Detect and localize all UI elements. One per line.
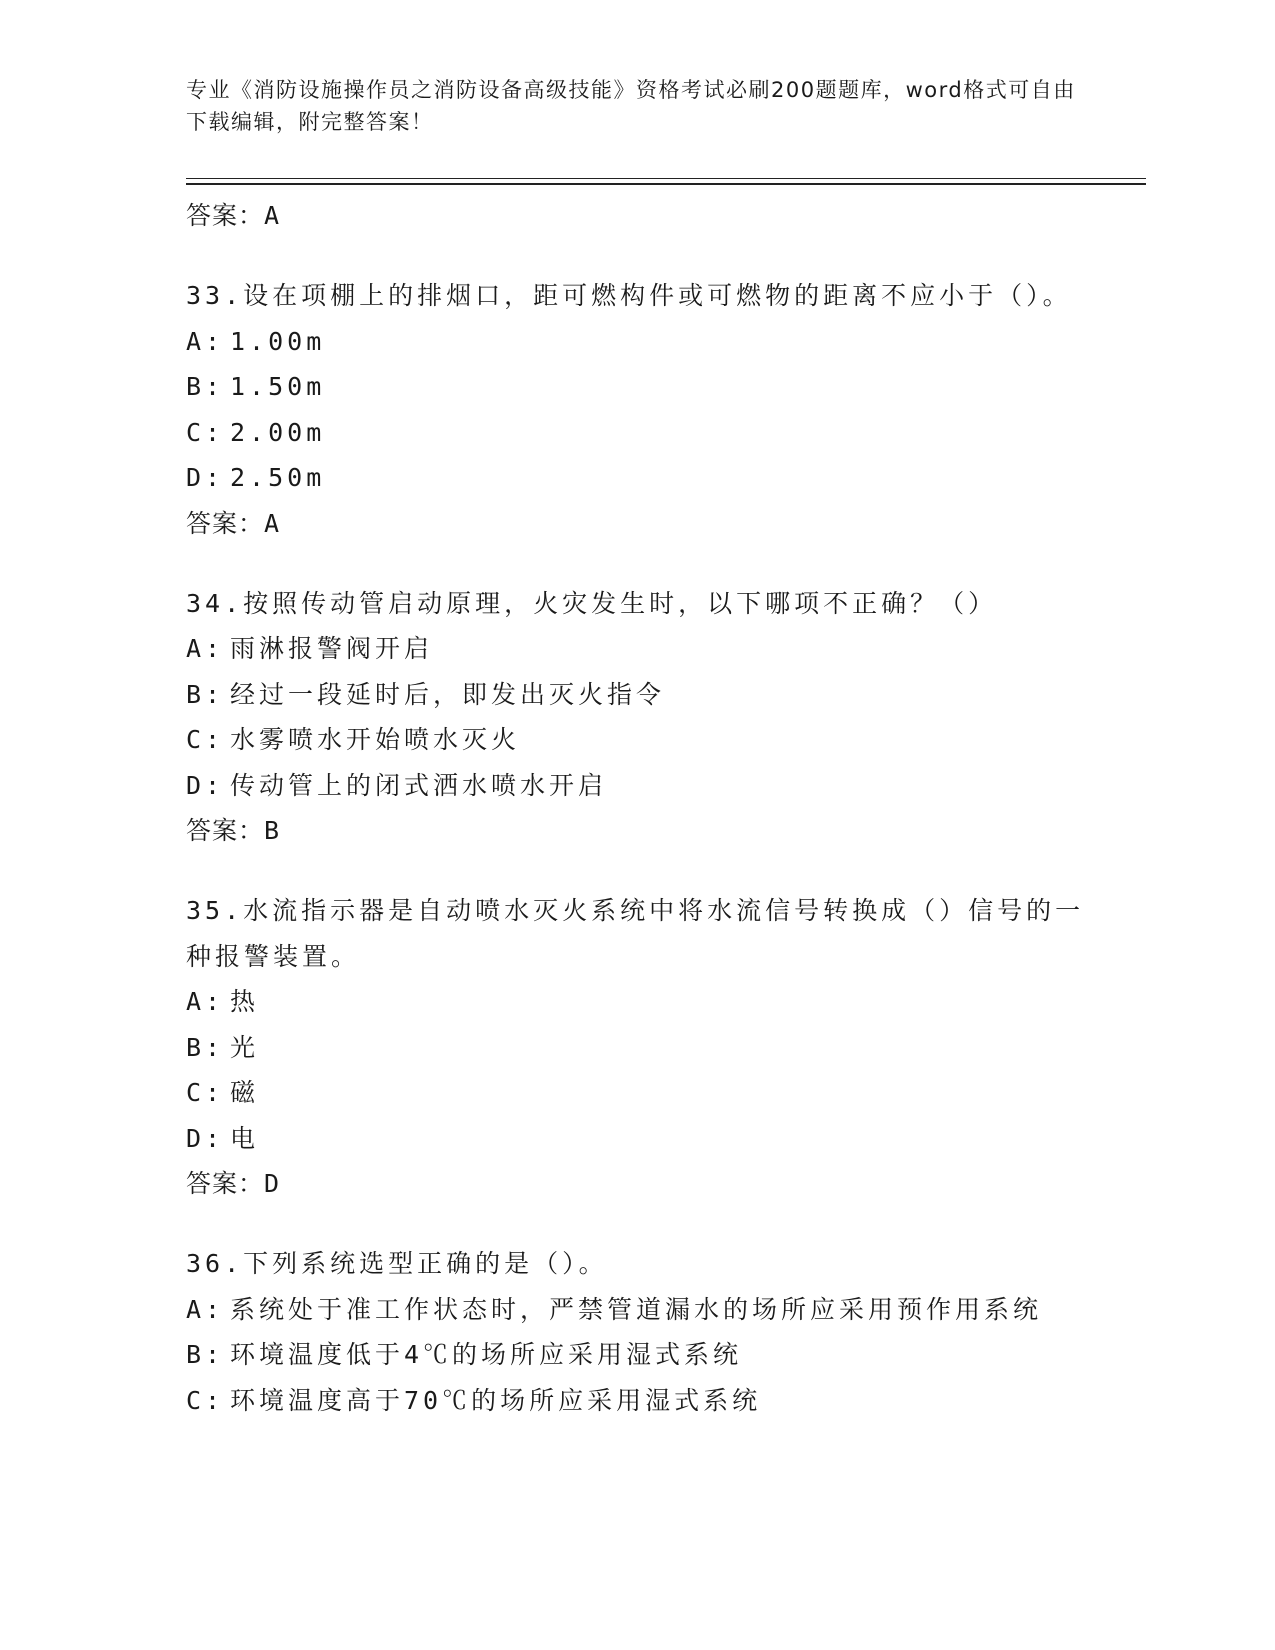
answer-line [186,193,1086,239]
option-b [186,364,1086,410]
option-label: B: [186,679,225,709]
answer-value: B [264,816,281,845]
option-b [186,1025,1086,1071]
answer-line [186,501,1086,547]
option-label: A: [186,326,225,356]
option-c [186,1378,1086,1424]
option-label: D: [186,770,225,800]
option-text: 2.00m [230,417,326,447]
option-text: 雨淋报警阀开启 [230,634,434,663]
question-stem: 34.按照传动管启动原理，火灾发生时，以下哪项不正确？（） [186,588,998,618]
option-label: A: [186,987,225,1016]
option-label: C: [186,1078,225,1107]
option-d [186,763,1086,809]
option-text: 1.00m [230,326,326,356]
option-text: 1.50m [230,372,326,401]
option-label: D: [186,463,225,492]
option-label: A: [186,634,225,663]
answer-prefix: 答案： [186,816,265,845]
answer-value: D [264,1169,281,1198]
option-c [186,1070,1086,1116]
question-item [186,888,1086,1207]
answer-prefix: 答案： [186,201,265,230]
question-stem: 36.下列系统选型正确的是（）。 [186,1249,608,1278]
option-text: 电 [230,1123,260,1153]
question-item [186,1241,1086,1423]
option-a [186,1287,1086,1333]
option-label: B: [186,1032,225,1062]
answer-value: A [264,508,281,538]
option-c [186,410,1086,456]
header-rule-thin [186,178,1146,179]
option-text: 经过一段延时后，即发出灭火指令 [230,679,666,709]
option-d [186,455,1086,501]
option-a [186,626,1086,672]
option-c [186,717,1086,763]
option-label: C: [186,725,225,754]
option-label: B: [186,372,225,401]
question-stem: 33.设在项棚上的排烟口，距可燃构件或可燃物的距离不应小于（）。 [186,281,1072,310]
question-item [186,581,1086,855]
header-rule-thick [186,183,1146,185]
option-text: 水雾喷水开始喷水灭火 [230,725,521,754]
question-stem: 35.水流指示器是自动喷水灭火系统中将水流信号转换成（）信号的一种报警装置。 [186,896,1085,971]
option-text: 环境温度低于4℃的场所应采用湿式系统 [230,1340,743,1369]
option-a [186,319,1086,365]
answer-value: A [264,201,281,230]
option-text: 系统处于准工作状态时，严禁管道漏水的场所应采用预作用系统 [230,1294,1043,1324]
option-text: 传动管上的闭式洒水喷水开启 [230,770,608,800]
option-text: 热 [230,987,260,1016]
question-item [186,273,1086,547]
option-text: 磁 [230,1078,260,1107]
option-b [186,1332,1086,1378]
question-list [186,193,1086,1423]
option-label: C: [186,1385,225,1415]
option-label: C: [186,417,225,447]
option-text: 光 [230,1032,260,1062]
option-label: B: [186,1340,225,1369]
option-text: 2.50m [230,463,326,492]
document-header: 专业《消防设施操作员之消防设备高级技能》资格考试必刷200题题库，word格式可自由下载编辑，附完整答案！ [186,78,1076,134]
option-d [186,1116,1086,1162]
option-label: A: [186,1294,225,1324]
option-b [186,672,1086,718]
option-label: D: [186,1123,225,1153]
answer-line [186,1161,1086,1207]
answer-prefix: 答案： [186,508,265,538]
answer-line [186,808,1086,854]
answer-prefix: 答案： [186,1169,265,1198]
option-a [186,979,1086,1025]
option-text: 环境温度高于70℃的场所应采用湿式系统 [230,1385,762,1415]
